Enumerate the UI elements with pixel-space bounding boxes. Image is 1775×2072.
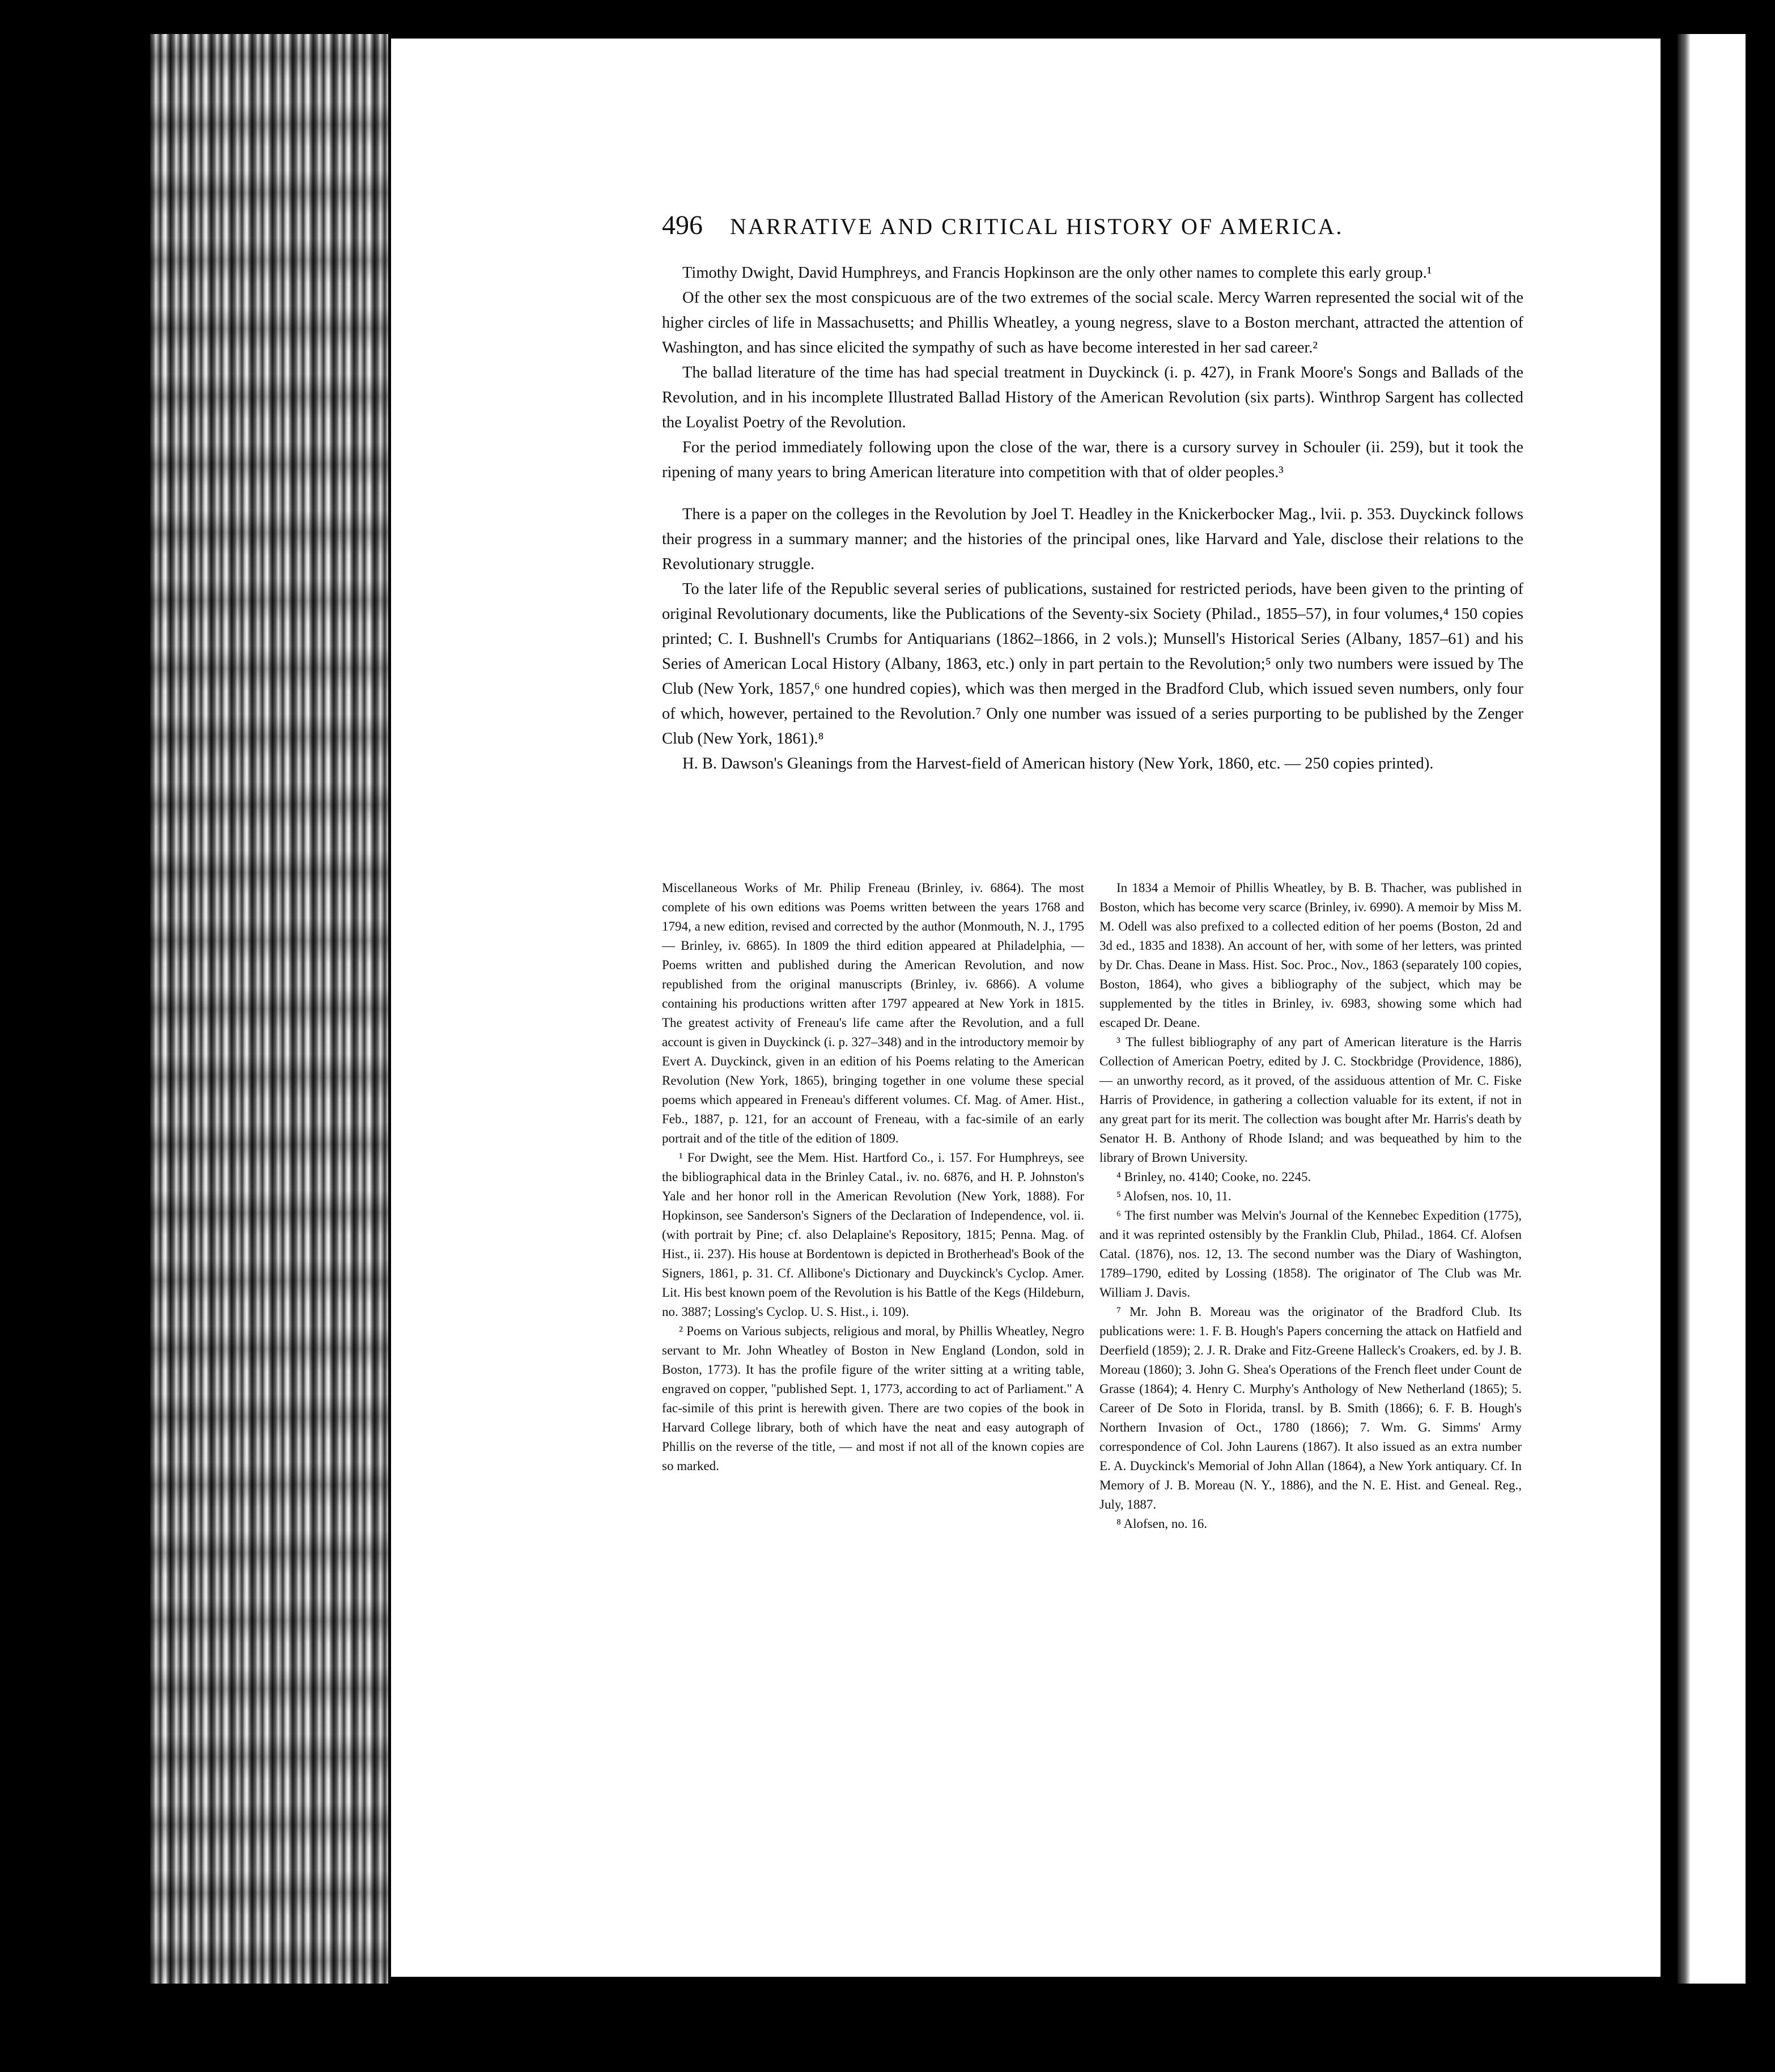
footnote: ³ The fullest bibliography of any part of American literature is the Harris Collection of American Poetry, edited by J. C. Stockbridge (Providence, 1886), — an unworthy record, as it proved, of the assiduous attention of Mr. C. Fiske Harris of Providence, in gathering a collection valuable for its extent, if not in any great part for its merit. The collection was bought after Mr. Harris's death by Senator H. B. Anthony of Rhode Island; and was bequeathed by him to the library of Brown University.: [1099, 1035, 1522, 1165]
paragraph: For the period immediately following upon the close of the war, there is a cursory survey in Schouler (ii. 259), but it took the ripening of many years to bring American literature into competition with that of older peoples.³: [662, 439, 1523, 481]
paragraph: The ballad literature of the time has had special treatment in Duyckinck (i. p. 427), in Frank Moore's Songs and Ballads of the Revolution, and in his incomplete Illustrated Ballad History of the American Revolution (six parts). Winthrop Sargent has collected the Loyalist Poetry of the Revolution.: [662, 364, 1523, 431]
paragraph: Of the other sex the most conspicuous are of the two extremes of the social scale. Mercy Warren represented the social wit of the higher circles of life in Massachusetts; and Phillis Wheatley, a young negress, slave to a Boston merchant, attracted the attention of Washington, and has since elicited the sympathy of such as have become interested in her sad career.²: [662, 289, 1523, 356]
running-title: NARRATIVE AND CRITICAL HISTORY OF AMERICA.: [730, 214, 1344, 239]
paragraph: There is a paper on the colleges in the Revolution by Joel T. Headley in the Knickerbocker Mag., lvii. p. 353. Duyckinck follows their progress in a summary manner; and the histories of the principal ones, like Harvard and Yale, disclose their relations to the Revolutionary struggle.: [662, 506, 1523, 573]
footnote: ⁸ Alofsen, no. 16.: [1116, 1517, 1208, 1531]
paragraph: To the later life of the Republic several series of publications, sustained for restricted periods, have been given to the printing of original Revolutionary documents, like the Publications of the Seventy-six Society (Philad., 1855–57), in four volumes,⁴ 150 copies printed; C. I. Bushnell's Crumbs for Antiquarians (1862–1866, in 2 vols.); Munsell's Historical Series (Albany, 1857–61) and his Series of American Local History (Albany, 1863, etc.) only in part pertain to the Revolution;⁵ only two numbers were issued by The Club (New York, 1857,⁶ one hundred copies), which was then merged in the Bradford Club, which issued seven numbers, only four of which, however, pertained to the Revolution.⁷ Only one number was issued of a series purporting to be published by the Zenger Club (New York, 1861).⁸: [662, 580, 1523, 748]
book-page-edges: [150, 34, 388, 1984]
footnote: ² Poems on Various subjects, religious and moral, by Phillis Wheatley, Negro servant to Mr. John Wheatley of Boston in New England (London, sold in Boston, 1773). It has the profile figure of the writer sitting at a writing table, engraved on copper, "published Sept. 1, 1773, according to act of Parliament." A fac-simile of this print is herewith given. There are two copies of the book in Harvard College library, both of which have the neat and easy autograph of Phillis on the reverse of the title, — and most if not all of the known copies are so marked.: [662, 1324, 1084, 1473]
footnote: ⁶ The first number was Melvin's Journal of the Kennebec Expedition (1775), and it was reprinted ostensibly by the Franklin Club, Philad., 1864. Cf. Alofsen Catal. (1876), nos. 12, 13. The second number was the Diary of Washington, 1789–1790, edited by Lossing (1858). The originator of The Club was Mr. William J. Davis.: [1099, 1208, 1522, 1300]
footnote: ¹ For Dwight, see the Mem. Hist. Hartford Co., i. 157. For Humphreys, see the bibliographical data in the Brinley Catal., iv. no. 6876, and H. P. Johnston's Yale and her honor roll in the American Revolution (New York, 1888). For Hopkinson, see Sanderson's Signers of the Declaration of Independence, vol. ii. (with portrait by Pine; cf. also Delaplaine's Repository, 1815; Penna. Mag. of Hist., ii. 237). His house at Bordentown is depicted in Brotherhead's Book of the Signers, 1861, p. 31. Cf. Allibone's Dictionary and Duyckinck's Cyclop. Amer. Lit. His best known poem of the Revolution is his Battle of the Kegs (Hildeburn, no. 3887; Lossing's Cyclop. U. S. Hist., i. 109).: [662, 1150, 1084, 1319]
footnote: ⁷ Mr. John B. Moreau was the originator of the Bradford Club. Its publications were: 1. F. B. Hough's Papers concerning the attack on Hatfield and Deerfield (1859); 2. J. R. Drake and Fitz-Greene Halleck's Croakers, ed. by J. B. Moreau (1860); 3. John G. Shea's Operations of the French fleet under Count de Grasse (1864); 4. Henry C. Murphy's Anthology of New Netherland (1865); 5. Career of De Soto in Florida, transl. by B. Smith (1866); 6. F. B. Hough's Northern Invasion of Oct., 1780 (1866); 7. Wm. G. Simms' Army correspondence of Col. John Laurens (1867). It also issued as an extra number E. A. Duyckinck's Memorial of John Allan (1864), a New York antiquary. Cf. In Memory of J. B. Moreau (N. Y., 1886), and the N. E. Hist. and Geneal. Reg., July, 1887.: [1099, 1305, 1522, 1511]
paragraph: H. B. Dawson's Gleanings from the Harvest-field of American history (New York, 1860, etc. — 250 copies printed).: [682, 755, 1434, 772]
paragraph: Timothy Dwight, David Humphreys, and Francis Hopkinson are the only other names to complete this early group.¹: [682, 264, 1432, 282]
footnotes-right-column: [1099, 878, 1522, 1534]
adjacent-page-edge: [1678, 34, 1746, 1984]
main-text: [662, 261, 1523, 776]
footnote: ⁴ Brinley, no. 4140; Cooke, no. 2245.: [1116, 1170, 1311, 1184]
page-number: 496: [662, 210, 703, 240]
footnote: In 1834 a Memoir of Phillis Wheatley, by B. B. Thacher, was published in Boston, which has become very scarce (Brinley, iv. 6990). A memoir by Miss M. M. Odell was also prefixed to a collected edition of her poems (Boston, 2d and 3d ed., 1835 and 1838). An account of her, with some of her letters, was printed by Dr. Chas. Deane in Mass. Hist. Soc. Proc., Nov., 1863 (separately 100 copies, Boston, 1864), who gives a bibliography of the subject, which may be supplemented by the titles in Brinley, iv. 6983, showing some which had escaped Dr. Deane.: [1099, 881, 1522, 1030]
page-header: [662, 210, 1421, 244]
footnote: Miscellaneous Works of Mr. Philip Freneau (Brinley, iv. 6864). The most complete of his own editions was Poems written between the years 1768 and 1794, a new edition, revised and corrected by the author (Monmouth, N. J., 1795 — Brinley, iv. 6865). In 1809 the third edition appeared at Philadelphia, — Poems written and published during the American Revolution, and now republished from the original manuscripts (Brinley, iv. 6866). A volume containing his productions written after 1797 appeared at New York in 1815. The greatest activity of Freneau's life came after the Revolution, and a full account is given in Duyckinck (i. p. 327–348) and in the introductory memoir by Evert A. Duyckinck, given in an edition of his Poems relating to the American Revolution (New York, 1865), bringing together in one volume these special poems which appeared in Freneau's different volumes. Cf. Mag. of Amer. Hist., Feb., 1887, p. 121, for an account of Freneau, with a fac-simile of an early portrait and of the title of the edition of 1809.: [662, 881, 1084, 1145]
footnotes-left-column: [662, 878, 1084, 1476]
footnote: ⁵ Alofsen, nos. 10, 11.: [1116, 1189, 1232, 1203]
